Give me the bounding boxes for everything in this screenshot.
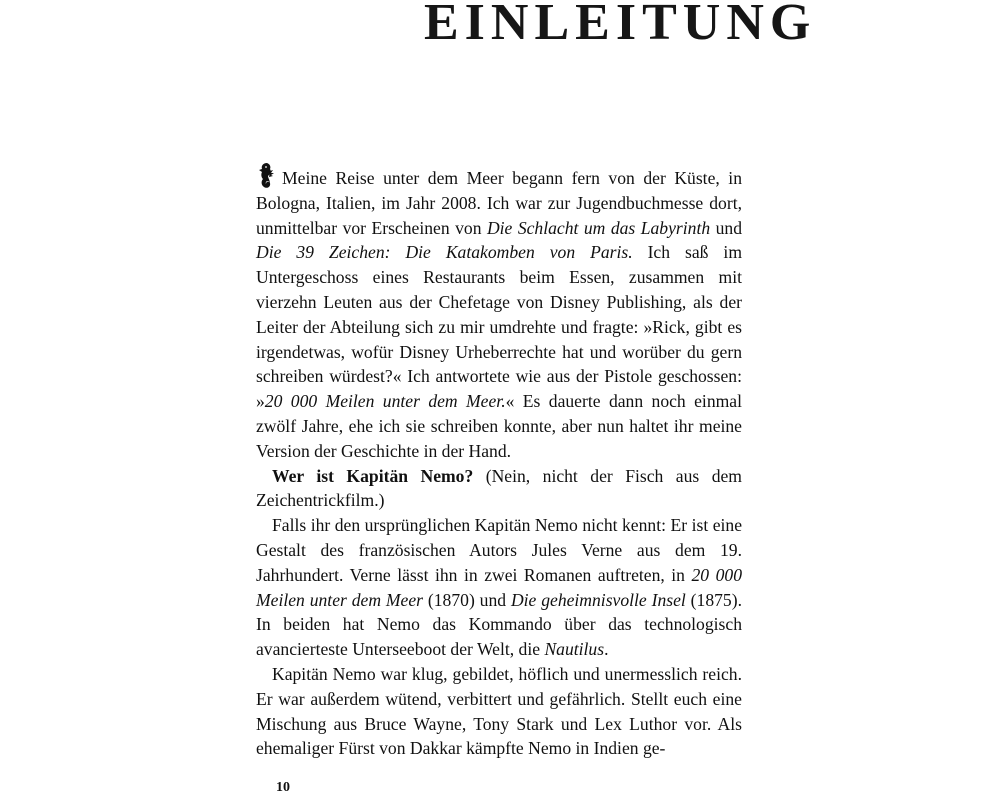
- text-run: (1870) und: [423, 589, 511, 610]
- text-run: und: [710, 217, 742, 238]
- text-run: « Es dauerte dann noch einmal zwölf Jahre, ehe ich sie schreiben konnte, aber nun haltet ihr meine Version der Geschichte in der Hand.: [256, 391, 742, 461]
- text-run: Kapitän Nemo war klug, gebildet, höflich und unermesslich reich. Er war außerdem wütend, verbittert und gefährlich. Stellt euch eine Mischung aus Bruce Wayne, Tony Stark und Lex Luthor vor. Als ehemaliger Fürst von Dakkar kämpfte Nemo in Indien ge-: [256, 663, 742, 759]
- text-run: Nautilus: [544, 639, 605, 660]
- paragraph-1: [256, 162, 742, 464]
- page-number: 10: [276, 780, 290, 795]
- text-run: Die Schlacht um das Labyrinth: [486, 217, 711, 238]
- paragraph-2: [256, 464, 742, 514]
- paragraph-1-text: [256, 168, 742, 461]
- chapter-title: EINLEITUNG: [424, 0, 817, 51]
- text-run: (Nein, nicht der Fisch aus dem Zeichentrickfilm.): [256, 465, 742, 511]
- text-run: 20 000 Meilen unter dem Meer.: [264, 391, 506, 412]
- paragraph-4: [256, 662, 742, 761]
- text-run: (1875). In beiden hat Nemo das Kommando über das technologisch avancierteste Unterseeboot der Welt, die: [256, 589, 742, 660]
- paragraph-3: [256, 513, 742, 662]
- text-run: Die 39 Zeichen: Die Katakomben von Paris.: [256, 242, 633, 263]
- text-run: Die geheimnisvolle Insel: [510, 589, 686, 610]
- text-run: Meine Reise unter dem Meer begann fern von der Küste, in Bologna, Italien, im Jahr 2008. Ich war zur Jugendbuchmesse dort, unmittelbar vor Erscheinen von: [256, 168, 742, 238]
- text-run: Wer ist Kapitän Nemo?: [272, 465, 474, 486]
- text-run: Falls ihr den ursprünglichen Kapitän Nemo nicht kennt: Er ist eine Gestalt des französischen Autors Jules Verne aus dem 19. Jahrhundert. Verne lässt ihn in zwei Romanen auftreten, in: [256, 515, 742, 585]
- text-run: .: [604, 639, 609, 660]
- text-run: Ich saß im Untergeschoss eines Restaurants beim Essen, zusammen mit vierzehn Leuten aus der Chefetage von Disney Publishing, als der Leiter der Abteilung sich zu mir umdrehte und fragte: »Rick, gibt es irgendetwas, wofür Disney Urheberrechte hat und worüber du gern schreiben würdest?« Ich antwortete wie aus der Pistole geschossen: »: [256, 242, 742, 412]
- body-text: [256, 162, 742, 761]
- seahorse-icon: [256, 162, 276, 190]
- text-run: 20 000 Meilen unter dem Meer: [256, 564, 742, 610]
